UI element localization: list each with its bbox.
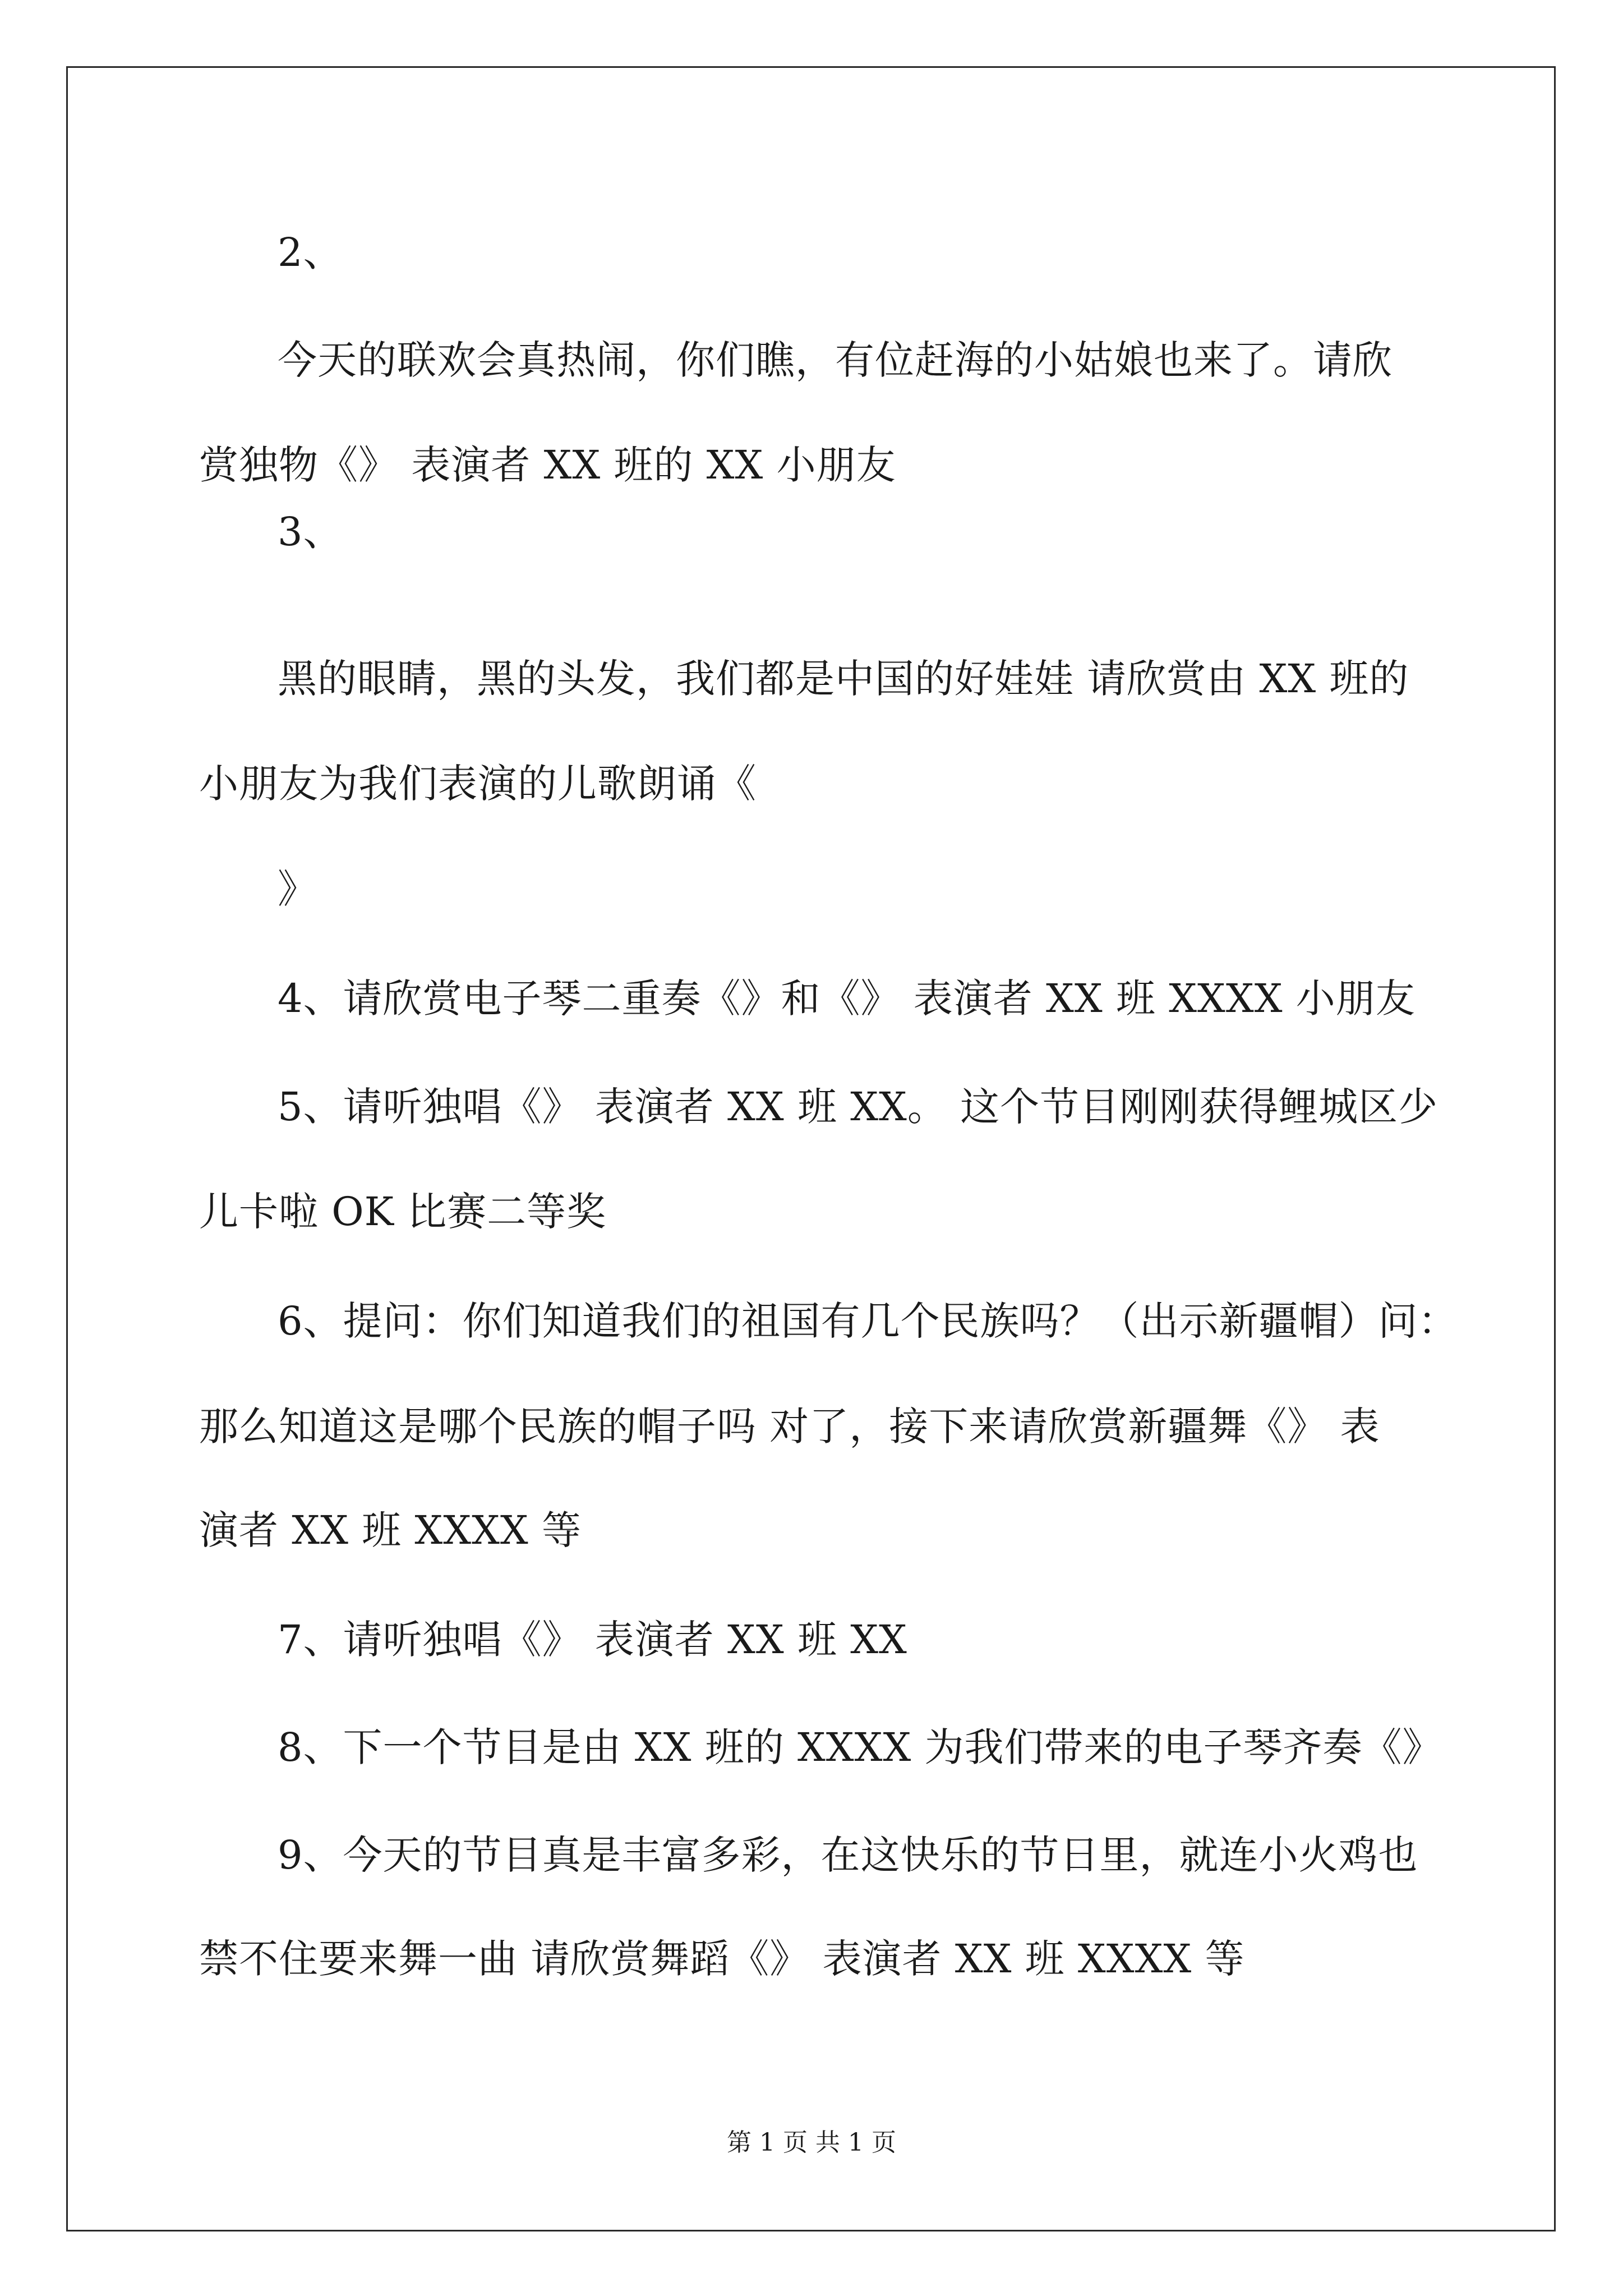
text-line: 8、下一个节目是由 XX 班的 XXXX 为我们带来的电子琴齐奏《》 [278, 1724, 1442, 1770]
text-line: 演者 XX 班 XXXX 等 [199, 1507, 582, 1553]
text-line: 7、请听独唱《》 表演者 XX 班 XX [278, 1617, 907, 1663]
text-line: 5、请听独唱《》 表演者 XX 班 XX。 这个节目刚刚获得鲤城区少 [278, 1084, 1438, 1130]
text-line: 今天的联欢会真热闹，你们瞧，有位赶海的小姑娘也来了。请欣 [278, 337, 1393, 383]
text-line: 禁不住要来舞一曲 请欣赏舞蹈《》 表演者 XX 班 XXXX 等 [199, 1936, 1245, 1982]
text-line: 6、提问：你们知道我们的祖国有几个民族吗？（出示新疆帽）问： [278, 1298, 1458, 1344]
text-line: 4、请欣赏电子琴二重奏《》和《》 表演者 XX 班 XXXX 小朋友 [278, 976, 1415, 1022]
text-line: 儿卡啦 OK 比赛二等奖 [199, 1189, 607, 1235]
text-line: 9、今天的节目真是丰富多彩，在这快乐的节日里，就连小火鸡也 [278, 1832, 1418, 1878]
text-line: 2、 [278, 229, 343, 275]
text-line: 3、 [278, 509, 343, 555]
text-line: 》 [278, 866, 317, 912]
page-border [66, 66, 1556, 2231]
text-line: 赏独物《》 表演者 XX 班的 XX 小朋友 [199, 442, 896, 488]
text-line: 那么知道这是哪个民族的帽子吗 对了，接下来请欣赏新疆舞《》 表 [199, 1404, 1380, 1450]
text-line: 黑的眼睛，黑的头发，我们都是中国的好娃娃 请欣赏由 XX 班的 [278, 656, 1409, 702]
page-footer: 第 1 页 共 1 页 [727, 2128, 896, 2157]
text-line: 小朋友为我们表演的儿歌朗诵《 [199, 761, 757, 807]
